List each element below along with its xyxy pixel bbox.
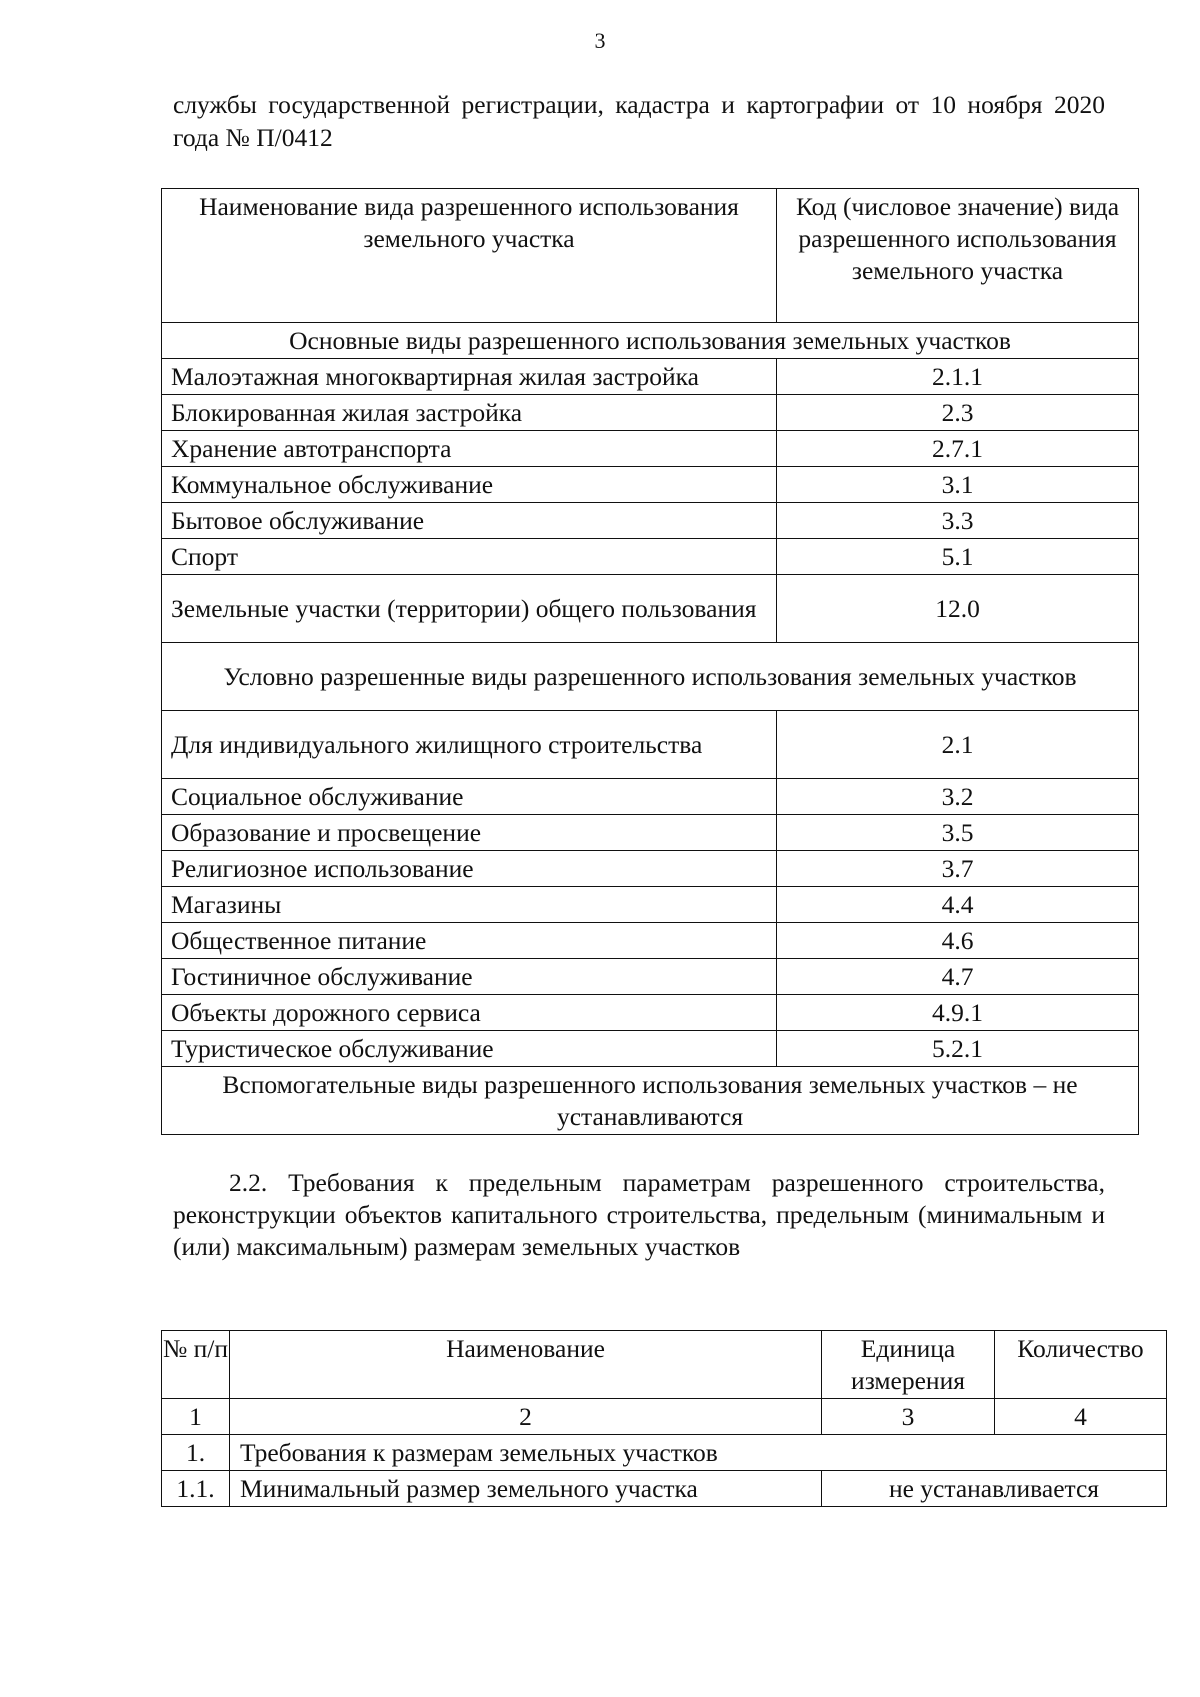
- header-num-cell: № п/п: [162, 1331, 230, 1399]
- col-number: 1: [162, 1399, 230, 1435]
- row-num: 1.1.: [162, 1471, 230, 1507]
- row-name: Магазины: [162, 887, 777, 923]
- row-name: Образование и просвещение: [162, 815, 777, 851]
- row-name: Объекты дорожного сервиса: [162, 995, 777, 1031]
- table-row: [162, 503, 1139, 539]
- table-row: [162, 995, 1139, 1031]
- row-name: Общественное питание: [162, 923, 777, 959]
- table-row: [162, 1031, 1139, 1067]
- table-row: [162, 851, 1139, 887]
- row-name: Коммунальное обслуживание: [162, 467, 777, 503]
- row-code: 4.9.1: [777, 995, 1139, 1031]
- section-row-conditional: [162, 643, 1139, 711]
- row-name: Требования к размерам земельных участков: [230, 1435, 1167, 1471]
- table-row: [162, 1435, 1167, 1471]
- row-code: 12.0: [777, 575, 1139, 643]
- row-code: 4.7: [777, 959, 1139, 995]
- row-name: Земельные участки (территории) общего пользования: [162, 575, 777, 643]
- row-name: Социальное обслуживание: [162, 779, 777, 815]
- header-unit-cell: Единица измерения: [822, 1331, 995, 1399]
- table-row: [162, 467, 1139, 503]
- header-name-cell: Наименование вида разрешенного использования земельного участка: [162, 189, 777, 323]
- row-code: 2.7.1: [777, 431, 1139, 467]
- row-code: 3.5: [777, 815, 1139, 851]
- row-name: Спорт: [162, 539, 777, 575]
- header-name-cell: Наименование: [230, 1331, 822, 1399]
- table-row: [162, 887, 1139, 923]
- requirements-table: [161, 1330, 1167, 1507]
- table-header-row: [162, 1331, 1167, 1399]
- header-code-cell: Код (числовое значение) вида разрешенного использования земельного участка: [777, 189, 1139, 323]
- table-row: [162, 923, 1139, 959]
- row-num: 1.: [162, 1435, 230, 1471]
- section-main-title: Основные виды разрешенного использования земельных участков: [162, 323, 1139, 359]
- row-name: Гостиничное обслуживание: [162, 959, 777, 995]
- header-qty-cell: Количество: [995, 1331, 1167, 1399]
- row-name: Религиозное использование: [162, 851, 777, 887]
- intro-text: службы государственной регистрации, кадастра и картографии от 10 ноября 2020 года № П/0412: [173, 90, 1105, 152]
- row-code: 3.7: [777, 851, 1139, 887]
- table-row: [162, 815, 1139, 851]
- row-code: 3.1: [777, 467, 1139, 503]
- table-row: [162, 779, 1139, 815]
- col-number: 3: [822, 1399, 995, 1435]
- row-code: 4.4: [777, 887, 1139, 923]
- row-code: 3.2: [777, 779, 1139, 815]
- table-row: [162, 711, 1139, 779]
- row-code: 3.3: [777, 503, 1139, 539]
- table-row: [162, 395, 1139, 431]
- row-code: 2.1: [777, 711, 1139, 779]
- row-name: Блокированная жилая застройка: [162, 395, 777, 431]
- col-number: 2: [230, 1399, 822, 1435]
- table-row: [162, 539, 1139, 575]
- row-name: Для индивидуального жилищного строительства: [162, 711, 777, 779]
- table-header-row: [162, 189, 1139, 323]
- section-row-auxiliary: [162, 1067, 1139, 1135]
- table-row: [162, 1471, 1167, 1507]
- row-name: Туристическое обслуживание: [162, 1031, 777, 1067]
- column-number-row: [162, 1399, 1167, 1435]
- table-row: [162, 431, 1139, 467]
- section-auxiliary-title: Вспомогательные виды разрешенного использования земельных участков – не устанавливаются: [162, 1067, 1139, 1135]
- row-code: 2.3: [777, 395, 1139, 431]
- section-conditional-title: Условно разрешенные виды разрешенного использования земельных участков: [162, 643, 1139, 711]
- land-use-table: [161, 188, 1139, 1135]
- row-code: 5.1: [777, 539, 1139, 575]
- section-row-main: [162, 323, 1139, 359]
- row-name: Хранение автотранспорта: [162, 431, 777, 467]
- row-code: 4.6: [777, 923, 1139, 959]
- row-code: 5.2.1: [777, 1031, 1139, 1067]
- row-name: Малоэтажная многоквартирная жилая застройка: [162, 359, 777, 395]
- row-value: не устанавливается: [822, 1471, 1167, 1507]
- row-name: Минимальный размер земельного участка: [230, 1471, 822, 1507]
- table-row: [162, 575, 1139, 643]
- table-row: [162, 359, 1139, 395]
- row-name: Бытовое обслуживание: [162, 503, 777, 539]
- paragraph-2-2: 2.2. Требования к предельным параметрам разрешенного строительства, реконструкции объектов капитального строительства, предельным (минимальным и (или) максимальным) размерам земельных участков: [173, 1168, 1105, 1261]
- col-number: 4: [995, 1399, 1167, 1435]
- table-row: [162, 959, 1139, 995]
- row-code: 2.1.1: [777, 359, 1139, 395]
- page-number: 3: [594, 28, 606, 53]
